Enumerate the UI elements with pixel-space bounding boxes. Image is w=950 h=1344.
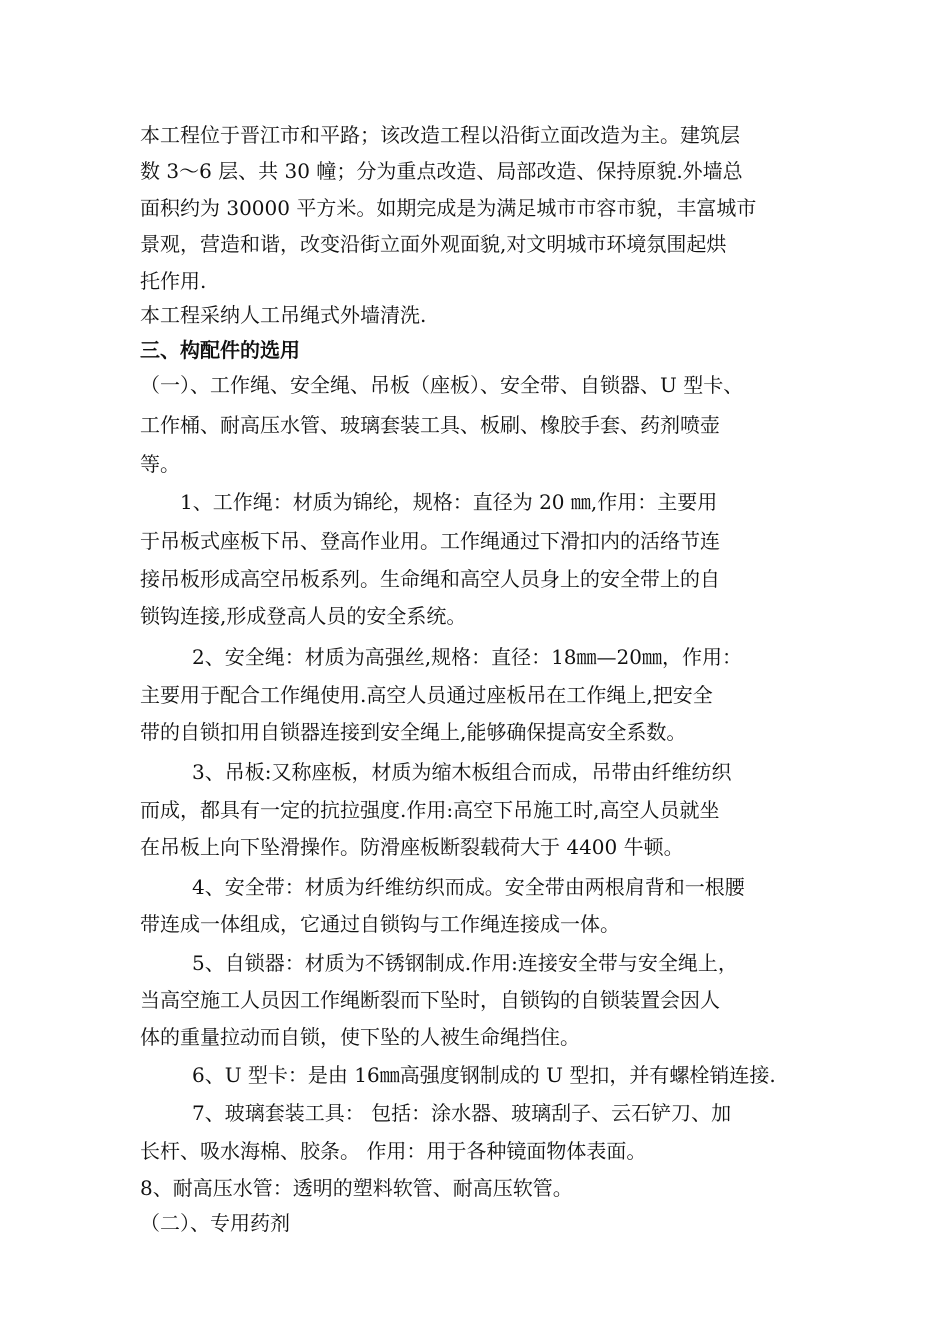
list-item: 1、工作绳：材质为锦纶，规格：直径为 20 ㎜,作用：主要用	[180, 490, 718, 514]
paragraph-line: 带的自锁扣用自锁器连接到安全绳上,能够确保提高安全系数。	[140, 720, 687, 744]
list-item: 3、吊板:又称座板，材质为缩木板组合而成，吊带由纤维纺织	[192, 760, 732, 784]
paragraph-line: 体的重量拉动而自锁，使下坠的人被生命绳挡住。	[140, 1025, 580, 1049]
paragraph-line: 本工程采纳人工吊绳式外墙清洗.	[140, 303, 427, 327]
list-item: 8、耐高压水管：透明的塑料软管、耐高压软管。	[140, 1176, 573, 1200]
paragraph-line: 于吊板式座板下吊、登高作业用。工作绳通过下滑扣内的活络节连	[140, 529, 720, 553]
paragraph-line: 数 3～6 层、共 30 幢；分为重点改造、局部改造、保持原貌.外墙总	[140, 159, 743, 183]
paragraph-line: 当高空施工人员因工作绳断裂而下坠时，自锁钩的自锁装置会因人	[140, 988, 720, 1012]
section-heading: 三、构配件的选用	[140, 338, 300, 362]
paragraph-line: 托作用.	[140, 269, 207, 293]
list-item: 5、自锁器：材质为不锈钢制成.作用:连接安全带与安全绳上，	[192, 951, 738, 975]
list-item: 7、玻璃套装工具： 包括：涂水器、玻璃刮子、云石铲刀、加	[192, 1101, 732, 1125]
list-item: 6、U 型卡：是由 16㎜高强度钢制成的 U 型扣，并有螺栓销连接.	[192, 1063, 776, 1087]
paragraph-line: 面积约为 30000 平方米。如期完成是为满足城市市容市貌，丰富城市	[140, 196, 757, 220]
paragraph-line: 接吊板形成高空吊板系列。生命绳和高空人员身上的安全带上的自	[140, 567, 720, 591]
paragraph-line: 本工程位于晋江市和平路；该改造工程以沿街立面改造为主。建筑层	[140, 123, 740, 147]
list-item: 2、安全绳：材质为高强丝,规格：直径：18㎜—20㎜，作用：	[192, 645, 742, 669]
list-item: 4、安全带：材质为纤维纺织而成。安全带由两根肩背和一根腰	[192, 875, 745, 899]
paragraph-line: 主要用于配合工作绳使用.高空人员通过座板吊在工作绳上,把安全	[140, 683, 713, 707]
paragraph-line: 锁钩连接,形成登高人员的安全系统。	[140, 604, 467, 628]
paragraph-line: 等。	[140, 452, 180, 476]
paragraph-line: 带连成一体组成，它通过自锁钩与工作绳连接成一体。	[140, 912, 620, 936]
paragraph-line: 工作桶、耐高压水管、玻璃套装工具、板刷、橡胶手套、药剂喷壶	[140, 413, 720, 437]
subsection-heading: （二）、专用药剂	[140, 1211, 290, 1235]
paragraph-line: 长杆、吸水海棉、胶条。 作用：用于各种镜面物体表面。	[140, 1139, 647, 1163]
paragraph-line: （一）、工作绳、安全绳、吊板（座板）、安全带、自锁器、U 型卡、	[140, 373, 744, 397]
paragraph-line: 而成，都具有一定的抗拉强度.作用:高空下吊施工时,高空人员就坐	[140, 798, 720, 822]
paragraph-line: 景观，营造和谐，改变沿街立面外观面貌,对文明城市环境氛围起烘	[140, 232, 727, 256]
paragraph-line: 在吊板上向下坠滑操作。防滑座板断裂载荷大于 4400 牛顿。	[140, 835, 684, 859]
